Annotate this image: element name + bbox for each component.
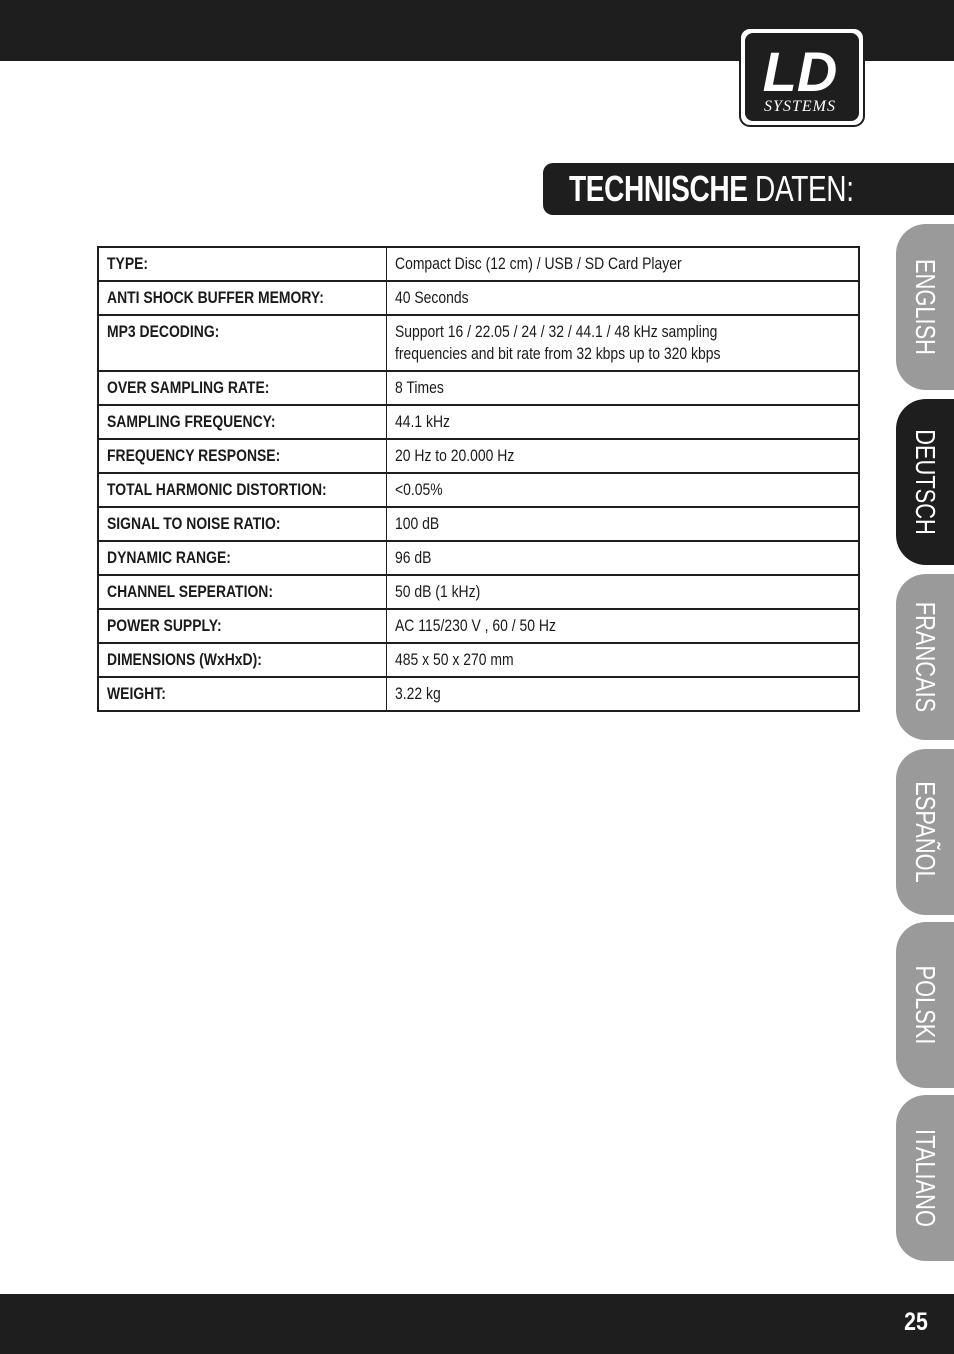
spec-value: 485 x 50 x 270 mm bbox=[395, 650, 514, 669]
table-row bbox=[98, 371, 859, 405]
spec-value: 100 dB bbox=[395, 514, 440, 533]
table-row bbox=[98, 439, 859, 473]
spec-label: DIMENSIONS (WxHxD): bbox=[107, 650, 262, 669]
spec-label: POWER SUPPLY: bbox=[107, 616, 222, 635]
spec-value: 40 Seconds bbox=[395, 288, 469, 307]
section-title-banner bbox=[543, 163, 954, 215]
page-title-light: DATEN: bbox=[747, 168, 854, 209]
spec-label: TOTAL HARMONIC DISTORTION: bbox=[107, 480, 327, 499]
spec-label: WEIGHT: bbox=[107, 684, 166, 703]
table-row bbox=[98, 405, 859, 439]
table-row bbox=[98, 247, 859, 281]
spec-label: MP3 DECODING: bbox=[107, 322, 220, 341]
spec-label: DYNAMIC RANGE: bbox=[107, 548, 231, 567]
table-row bbox=[98, 473, 859, 507]
spec-value: Support 16 / 22.05 / 24 / 32 / 44.1 / 48 kHz sampling frequencies and bit rate from 32 kbps up to 320 kbps bbox=[395, 322, 721, 363]
spec-label: TYPE: bbox=[107, 254, 149, 273]
spec-label: SIGNAL TO NOISE RATIO: bbox=[107, 514, 281, 533]
table-row bbox=[98, 507, 859, 541]
tab-label: ESPAÑOL bbox=[910, 781, 941, 883]
logo-mark-icon bbox=[745, 33, 855, 117]
footer-bar bbox=[0, 1294, 954, 1354]
logo-main-text: LD bbox=[762, 40, 838, 103]
page-title bbox=[569, 168, 854, 210]
table-row bbox=[98, 541, 859, 575]
tab-label: ENGLISH bbox=[910, 259, 941, 355]
tab-label: FRANCAIS bbox=[910, 601, 941, 713]
logo-sub-text: SYSTEMS bbox=[764, 98, 836, 115]
page-number: 25 bbox=[904, 1308, 928, 1336]
spec-label: CHANNEL SEPERATION: bbox=[107, 582, 274, 601]
ld-systems-logo bbox=[739, 27, 865, 127]
page-title-bold: TECHNISCHE bbox=[569, 168, 748, 209]
table-row bbox=[98, 677, 859, 711]
spec-value: AC 115/230 V , 60 / 50 Hz bbox=[395, 616, 556, 635]
tab-english[interactable] bbox=[896, 224, 954, 390]
spec-value: <0.05% bbox=[395, 480, 443, 499]
tab-italiano[interactable] bbox=[896, 1095, 954, 1261]
tab-label: DEUTSCH bbox=[910, 429, 941, 535]
tab-label: POLSKI bbox=[910, 965, 941, 1045]
table-row bbox=[98, 609, 859, 643]
tab-deutsch[interactable] bbox=[896, 399, 954, 565]
tab-polski[interactable] bbox=[896, 922, 954, 1088]
spec-value: Compact Disc (12 cm) / USB / SD Card Player bbox=[395, 254, 682, 273]
table-row bbox=[98, 315, 859, 371]
table-row bbox=[98, 281, 859, 315]
spec-value: 50 dB (1 kHz) bbox=[395, 582, 481, 601]
tab-francais[interactable] bbox=[896, 574, 954, 740]
tab-espanol[interactable] bbox=[896, 749, 954, 915]
table-row bbox=[98, 575, 859, 609]
spec-label: SAMPLING FREQUENCY: bbox=[107, 412, 276, 431]
spec-label: OVER SAMPLING RATE: bbox=[107, 378, 270, 397]
table-row bbox=[98, 643, 859, 677]
tab-label: ITALIANO bbox=[910, 1129, 941, 1227]
spec-label: ANTI SHOCK BUFFER MEMORY: bbox=[107, 288, 324, 307]
spec-value: 96 dB bbox=[395, 548, 432, 567]
spec-value: 8 Times bbox=[395, 378, 444, 397]
spec-value: 20 Hz to 20.000 Hz bbox=[395, 446, 515, 465]
spec-label: FREQUENCY RESPONSE: bbox=[107, 446, 281, 465]
spec-value: 3.22 kg bbox=[395, 684, 441, 703]
spec-value: 44.1 kHz bbox=[395, 412, 451, 431]
technical-specs-table bbox=[97, 246, 860, 712]
